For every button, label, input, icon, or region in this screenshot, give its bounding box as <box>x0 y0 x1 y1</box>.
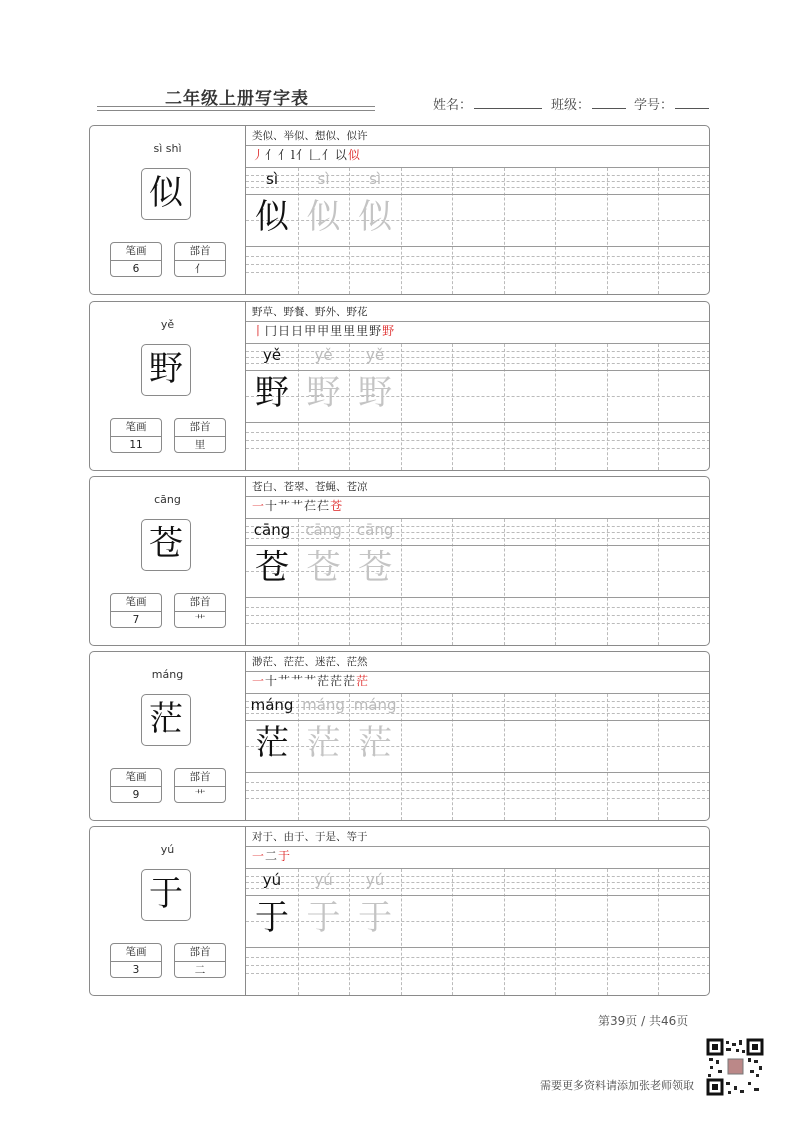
stroke-step: 茫 <box>330 674 344 688</box>
char-pinyin: sì shì <box>153 142 182 155</box>
row-divider <box>246 846 710 847</box>
model-pinyin: sì <box>266 170 278 188</box>
stroke-step: 一 <box>252 849 266 863</box>
trace-character: 于 <box>306 898 341 938</box>
student-id-field[interactable] <box>634 94 709 113</box>
stroke-step: 芢 <box>304 499 318 513</box>
stroke-step: 里 <box>343 324 357 338</box>
stroke-step: 艹 <box>304 674 318 688</box>
stroke-step: 里 <box>330 324 344 338</box>
stroke-order <box>252 322 395 339</box>
grid-row-line <box>246 973 710 974</box>
stroke-count-box <box>110 593 162 628</box>
radical-box <box>174 593 226 628</box>
radical-value: 亻 <box>194 263 206 275</box>
stroke-order <box>252 847 291 864</box>
character-card <box>89 125 710 295</box>
student-id-blank[interactable] <box>675 96 709 109</box>
qr-code-image <box>706 1038 764 1096</box>
radical-value: 二 <box>194 964 206 976</box>
stroke-step: 苍 <box>330 499 344 513</box>
character-card <box>89 476 710 646</box>
trace-pinyin: yú <box>365 871 385 889</box>
trace-pinyin: sì <box>369 170 382 188</box>
stroke-step: 里 <box>356 324 370 338</box>
stroke-step: 野 <box>382 324 396 338</box>
stroke-step: 艹 <box>291 674 305 688</box>
trace-pinyin: máng <box>302 696 345 714</box>
stroke-order <box>252 672 369 689</box>
name-field[interactable] <box>433 94 542 113</box>
title-underline <box>97 106 375 107</box>
footer-note: 需要更多资料请添加张老师领取 <box>540 1079 694 1092</box>
grid-row-line <box>246 264 710 265</box>
grid-row-line <box>246 597 710 598</box>
trace-character: 苍 <box>306 548 341 588</box>
title-underline-2 <box>97 110 375 111</box>
trace-pinyin: máng <box>353 696 397 714</box>
grid-row-line <box>246 448 710 449</box>
radical-label: 部首 <box>175 419 225 437</box>
example-words: 苍白、苍翠、苍蝇、苍凉 <box>252 481 368 493</box>
radical-label: 部首 <box>175 594 225 612</box>
practice-panel <box>246 302 710 470</box>
stroke-step: 茫 <box>343 674 357 688</box>
practice-grid[interactable] <box>246 694 710 820</box>
practice-panel <box>246 477 710 645</box>
grid-row-line <box>246 432 710 433</box>
stroke-step: 艹 <box>278 674 292 688</box>
practice-grid[interactable] <box>246 344 710 470</box>
grid-row-line <box>246 440 710 441</box>
trace-pinyin: cāng <box>305 521 342 539</box>
stroke-count-label: 笔画 <box>111 769 161 787</box>
stroke-count-box <box>110 943 162 978</box>
stroke-step: 亻以 <box>321 148 348 162</box>
stroke-step: 似 <box>347 148 361 162</box>
trace-pinyin: yě <box>314 346 333 364</box>
grid-row-line <box>246 246 710 247</box>
radical-box <box>174 768 226 803</box>
stroke-count-box <box>110 242 162 277</box>
stroke-count-box <box>110 768 162 803</box>
grid-row-line <box>246 947 710 948</box>
model-character: 于 <box>255 898 289 938</box>
practice-grid[interactable] <box>246 869 710 995</box>
grid-row-line <box>246 957 710 958</box>
stroke-count-label: 笔画 <box>111 243 161 261</box>
char-info-panel <box>90 126 246 294</box>
stroke-step: 甲 <box>317 324 331 338</box>
model-character: 似 <box>255 197 289 237</box>
radical-box <box>174 418 226 453</box>
char-pinyin: yú <box>160 843 175 856</box>
trace-character: 野 <box>306 373 341 413</box>
page-title: 二年级上册写字表 <box>165 89 309 109</box>
radical-value: 艹 <box>194 614 206 626</box>
character-card <box>89 826 710 996</box>
char-display: 于 <box>141 869 191 921</box>
stroke-step: 一 <box>252 499 266 513</box>
grid-row-line <box>246 965 710 966</box>
character-card <box>89 651 710 821</box>
radical-value: 里 <box>194 439 206 451</box>
char-info-panel <box>90 827 246 995</box>
practice-panel <box>246 827 710 995</box>
stroke-step: 野 <box>369 324 383 338</box>
stroke-step: 十 <box>265 499 279 513</box>
grid-row-line <box>246 615 710 616</box>
trace-character: 似 <box>306 197 341 237</box>
class-blank[interactable] <box>592 96 626 109</box>
stroke-step: 一 <box>252 674 266 688</box>
stroke-count-value: 7 <box>132 614 140 626</box>
stroke-count-label: 笔画 <box>111 944 161 962</box>
stroke-step: 丿 <box>252 148 266 162</box>
stroke-step: 亻𠃊 <box>295 148 322 162</box>
stroke-step: 茫 <box>317 674 331 688</box>
example-words: 对于、由于、于是、等于 <box>252 831 368 843</box>
char-pinyin: máng <box>151 668 184 681</box>
student-id-label: 学号： <box>634 98 674 113</box>
grid-row-line <box>246 607 710 608</box>
stroke-step: 二 <box>265 849 279 863</box>
stroke-step: 芢 <box>317 499 331 513</box>
name-blank[interactable] <box>474 96 542 109</box>
stroke-step: 亻l <box>278 148 296 162</box>
practice-grid[interactable] <box>246 519 710 645</box>
stroke-count-value: 9 <box>132 789 140 801</box>
radical-label: 部首 <box>175 944 225 962</box>
stroke-step: 丨 <box>252 324 266 338</box>
char-info-panel <box>90 652 246 820</box>
model-character: 茫 <box>255 723 289 763</box>
grid-row-line <box>246 772 710 773</box>
stroke-step: 十 <box>265 674 279 688</box>
radical-label: 部首 <box>175 769 225 787</box>
stroke-step: 日 <box>278 324 292 338</box>
stroke-order <box>252 497 343 514</box>
stroke-step: 冂 <box>265 324 279 338</box>
char-info-panel <box>90 477 246 645</box>
stroke-order <box>252 146 361 163</box>
trace-character: 于 <box>358 898 393 938</box>
model-pinyin: máng <box>250 696 294 714</box>
stroke-step: 日 <box>291 324 305 338</box>
grid-row-line <box>246 798 710 799</box>
trace-character: 苍 <box>358 548 393 588</box>
model-pinyin: yú <box>262 871 282 889</box>
character-card <box>89 301 710 471</box>
practice-panel <box>246 652 710 820</box>
grid-row-line <box>246 272 710 273</box>
stroke-step: 艹 <box>278 499 292 513</box>
stroke-count-box <box>110 418 162 453</box>
class-label: 班级： <box>551 98 591 113</box>
page-number: 第39页 / 共46页 <box>598 1014 689 1028</box>
stroke-count-value: 3 <box>132 964 140 976</box>
trace-character: 野 <box>358 373 393 413</box>
trace-pinyin: sì <box>317 170 330 188</box>
example-words: 渺茫、茫茫、迷茫、茫然 <box>252 656 368 668</box>
example-words: 野草、野餐、野外、野花 <box>252 306 368 318</box>
radical-label: 部首 <box>175 243 225 261</box>
stroke-count-value: 11 <box>129 439 143 451</box>
char-display: 苍 <box>141 519 191 571</box>
class-field[interactable] <box>551 94 626 113</box>
trace-character: 似 <box>358 197 393 237</box>
stroke-step: 艹 <box>291 499 305 513</box>
stroke-count-label: 笔画 <box>111 594 161 612</box>
stroke-count-label: 笔画 <box>111 419 161 437</box>
char-display: 野 <box>141 344 191 396</box>
trace-pinyin: yú <box>314 871 333 889</box>
practice-panel <box>246 126 710 294</box>
name-label: 姓名： <box>433 98 473 113</box>
stroke-step: 亻 <box>265 148 279 162</box>
grid-row-line <box>246 623 710 624</box>
grid-row-line <box>246 422 710 423</box>
model-pinyin: cāng <box>253 521 291 539</box>
radical-box <box>174 943 226 978</box>
stroke-step: 茫 <box>356 674 370 688</box>
trace-pinyin: yě <box>366 346 385 364</box>
char-pinyin: yě <box>160 318 175 331</box>
trace-pinyin: cāng <box>356 521 394 539</box>
stroke-count-value: 6 <box>132 263 140 275</box>
char-display: 似 <box>141 168 191 220</box>
char-pinyin: cāng <box>154 493 181 506</box>
stroke-step: 于 <box>278 849 292 863</box>
model-character: 苍 <box>255 548 289 588</box>
practice-grid[interactable] <box>246 168 710 294</box>
trace-character: 茫 <box>306 723 341 763</box>
stroke-step: 甲 <box>304 324 318 338</box>
model-pinyin: yě <box>262 346 282 364</box>
grid-row-line <box>246 256 710 257</box>
grid-row-line <box>246 782 710 783</box>
char-display: 茫 <box>141 694 191 746</box>
char-info-panel <box>90 302 246 470</box>
trace-character: 茫 <box>358 723 393 763</box>
radical-box <box>174 242 226 277</box>
model-character: 野 <box>255 373 289 413</box>
example-words: 类似、举似、想似、似许 <box>252 130 368 142</box>
radical-value: 艹 <box>194 789 206 801</box>
grid-row-line <box>246 790 710 791</box>
